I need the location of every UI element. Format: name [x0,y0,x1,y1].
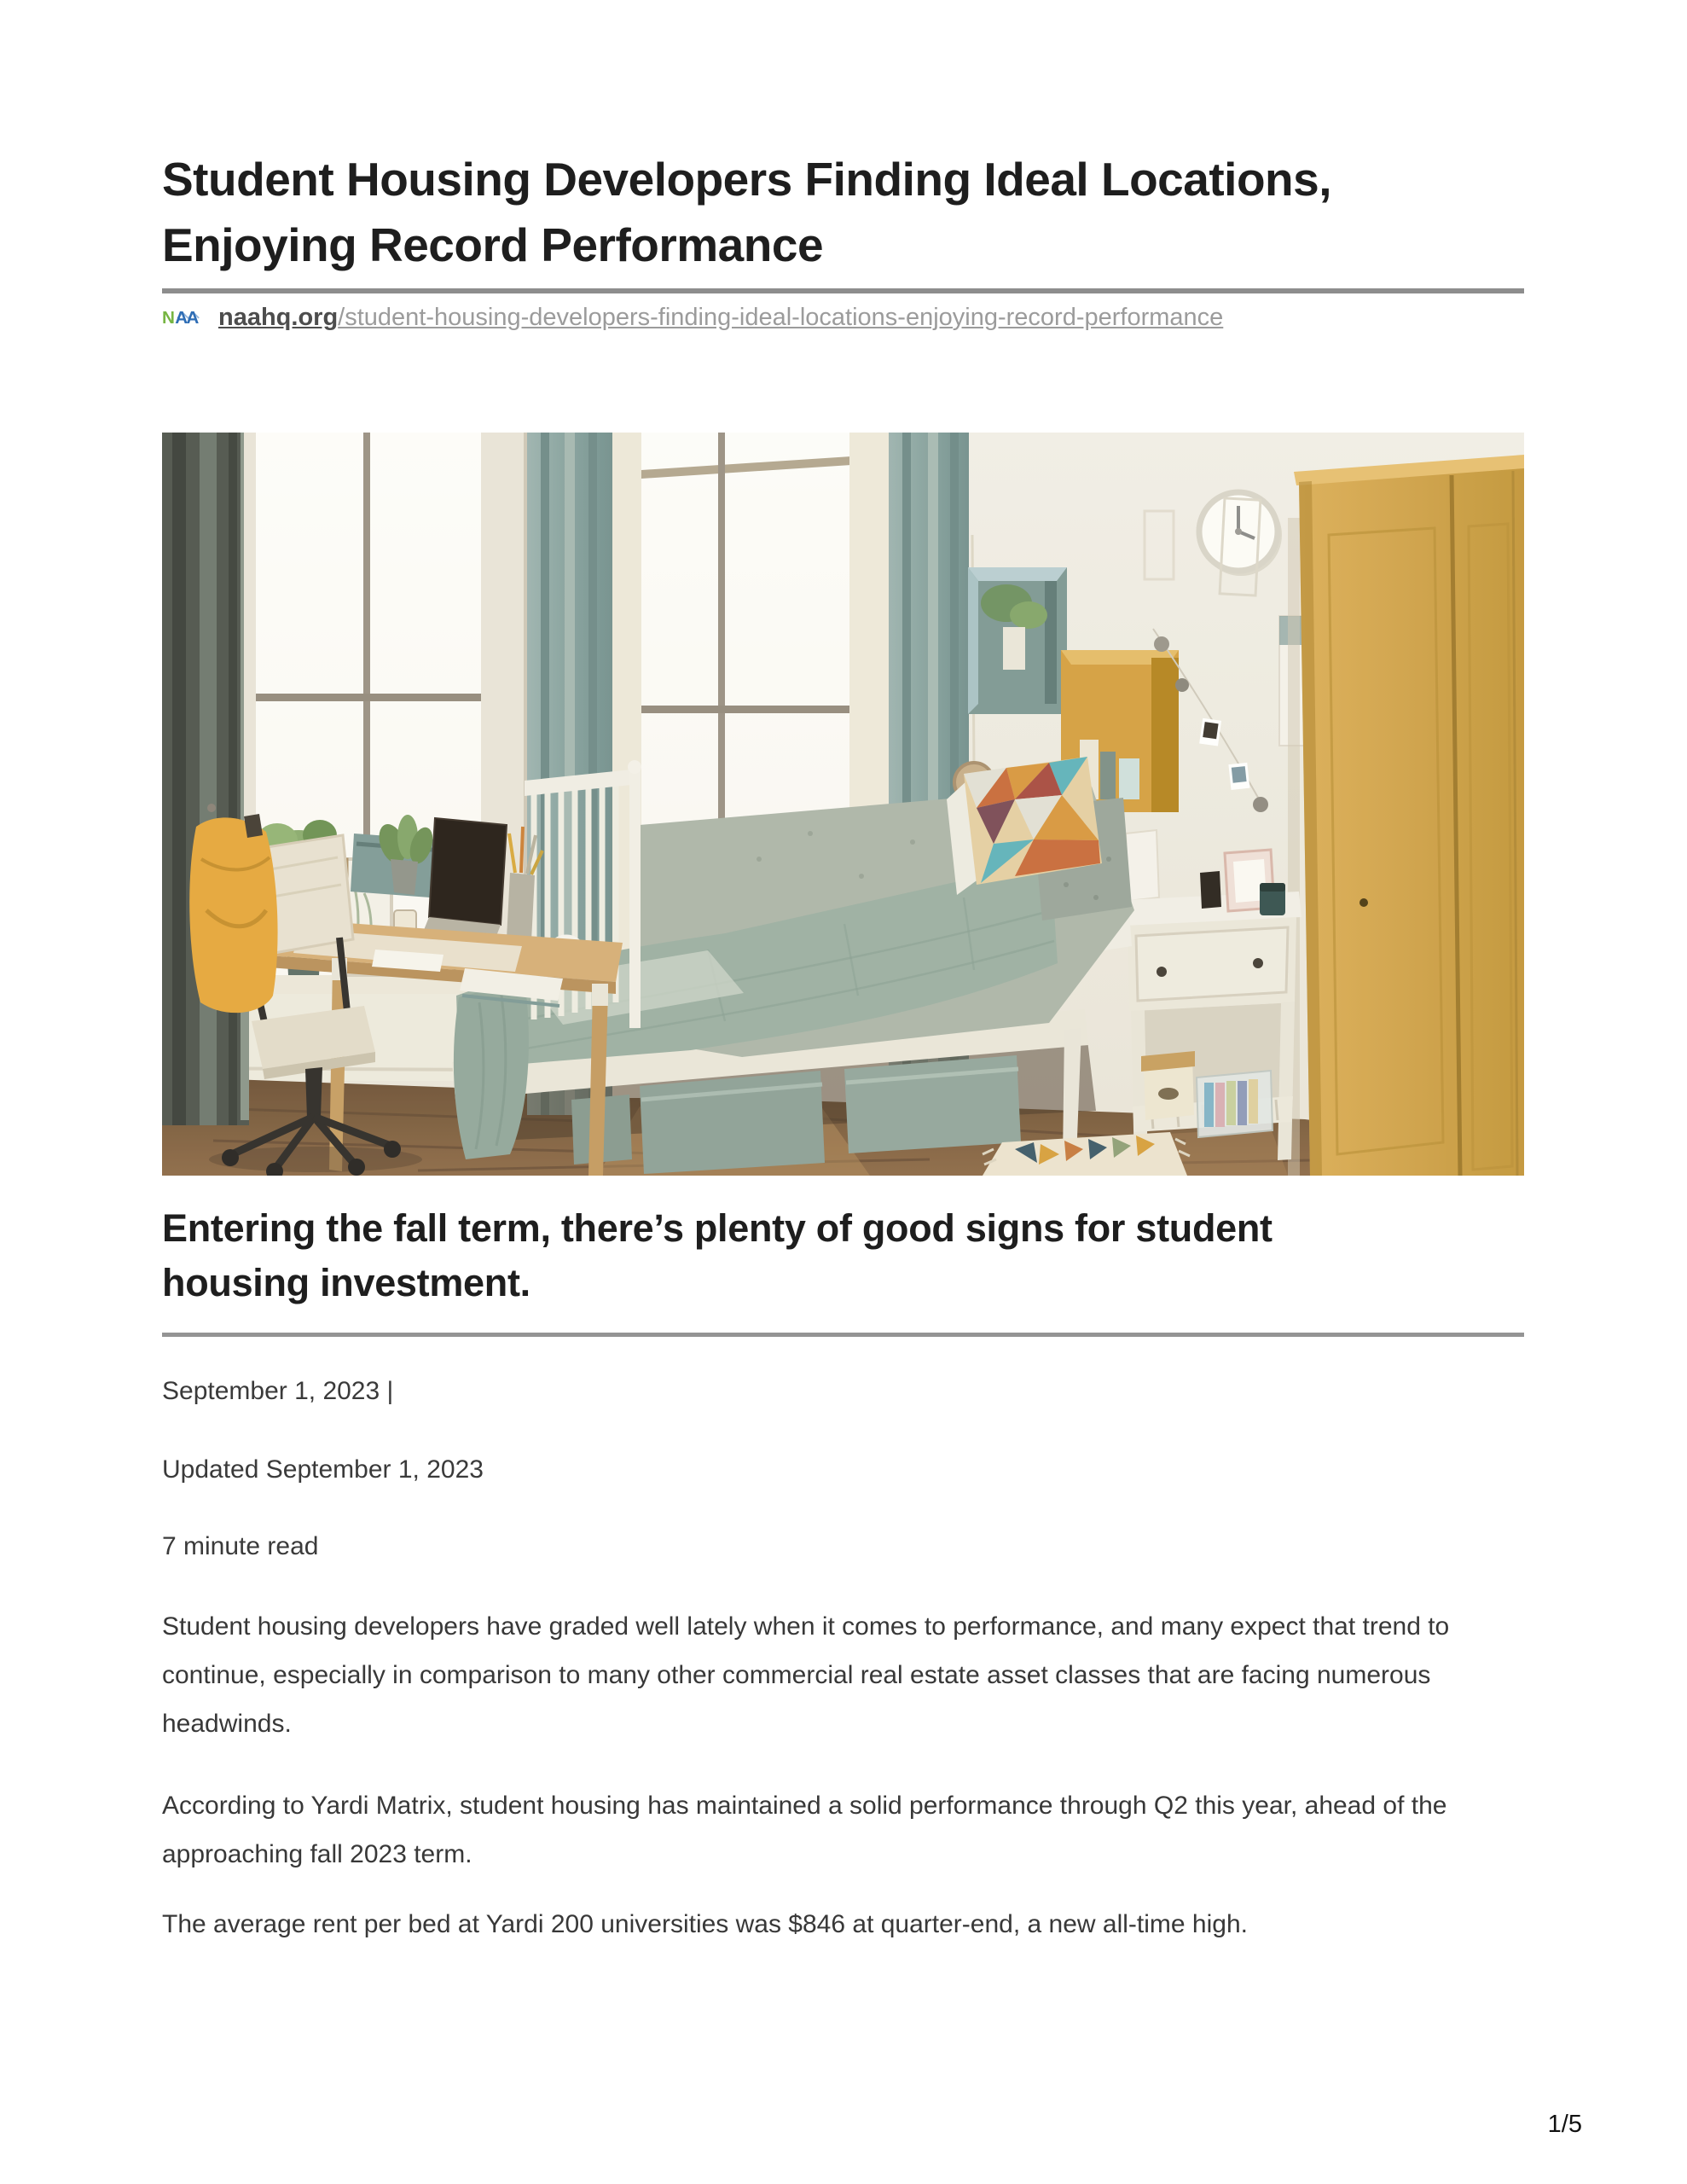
svg-text:N: N [162,308,175,328]
source-domain: naahq.org [218,303,339,331]
source-path: /student-housing-developers-finding-ideal-locations-enjoying-record-performance [338,303,1224,331]
paragraph-1: Student housing developers have graded well lately when it comes to performance, and many expect that trend to continue, especially in comparison to many other commercial real estate asset classes that are facing numerous headwinds. [162,1612,1450,1738]
article-url-link[interactable] [218,304,1223,332]
paragraph-3: The average rent per bed at Yardi 200 universities was $846 at quarter-end, a new all-time high. [162,1910,1248,1938]
naa-logo-icon [162,306,208,328]
updated-date: Updated September 1, 2023 [162,1455,484,1484]
subheading-line-2: housing investment. [162,1261,530,1304]
svg-text:AA: AA [175,308,198,328]
paragraph-2: According to Yardi Matrix, student housing has maintained a solid performance through Q2 this year, ahead of the approaching fall 2023 term. [162,1792,1447,1868]
source-row [162,300,1527,334]
page-title [162,147,1544,278]
page-indicator: 1/5 [1547,2111,1582,2138]
hero-image [162,433,1524,1176]
title-line-2: Enjoying Record Performance [162,218,824,271]
subheading-divider [162,1333,1524,1337]
title-line-1: Student Housing Developers Finding Ideal Locations, [162,153,1332,206]
publish-date: September 1, 2023 | [162,1377,394,1405]
subheading-line-1: Entering the fall term, there’s plenty of good signs for student [162,1206,1272,1250]
read-time: 7 minute read [162,1532,319,1560]
section-heading [162,1201,1544,1310]
title-divider [162,288,1524,293]
